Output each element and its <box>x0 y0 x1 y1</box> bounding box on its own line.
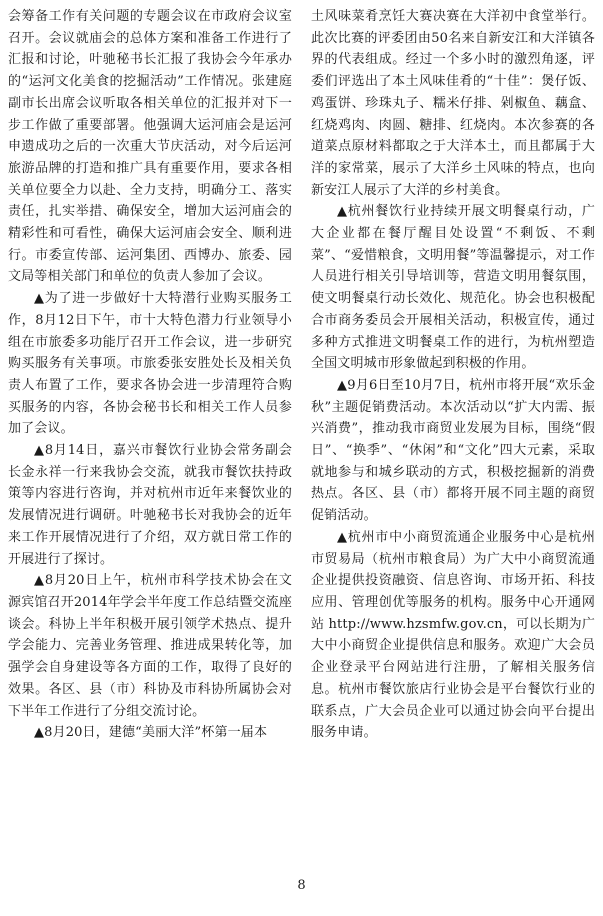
paragraph: 会筹备工作有关问题的专题会议在市政府会议室召开。会议就庙会的总体方案和准备工作进行了汇报和讨论，叶驰秘书长汇报了我协会今年承办的“运河文化美食的挖掘活动”工作情况。张建庭副市长出席会议听取各相关单位的汇报并对下一步工作做了重要部署。他强调大运河庙会是运河申遗成功之后的一次重大节庆活动，对今后运河旅游品牌的打造和推广具有重要作用，要求各相关单位要全力以赴、全力支持，明确分工、落实责任，扎实举措、确保安全，增加大运河庙会的精彩性和可看性，确保大运河庙会安全、顺利进行。市委宣传部、运河集团、西博办、旅委、园文局等相关部门和单位的负责人参加了会议。 <box>8 9 292 285</box>
left-column <box>8 6 292 744</box>
paragraph: ▲9月6日至10月7日，杭州市将开展“欢乐金秋”主题促销费活动。本次活动以“扩大内需、振兴消费”，推动我市商贸业发展为目标，围绕“假日”、“换季”、“休闲”和“文化”四大元素，采取就地参与和城乡联动的方式，积极挖掘新的消费热点。各区、县（市）都将开展不同主题的商贸促销活动。 <box>311 377 595 524</box>
paragraph: ▲杭州市中小商贸流通企业服务中心是杭州市贸易局（杭州市粮食局）为广大中小商贸流通企业提供投资融资、信息咨询、市场开拓、科技应用、管理创优等服务的机构。服务中心开通网站 http://www.hzsmfw.gov.cn，可以长期为广大中小商贸企业提供信息和服务。欢迎广大会员企业登录平台网站进行注册，了解相关服务信息。杭州市餐饮旅店行业协会是平台餐饮行业的联系点，广大会员企业可以通过协会向平台提出服务申请。 <box>311 529 595 741</box>
paragraph: ▲为了进一步做好十大特潜行业购买服务工作，8月12日下午，市十大特色潜力行业领导小组在市旅委多功能厅召开工作会议，进一步研究购买服务有关事项。市旅委张安胜处长及相关负责人布置了工作，要求各协会进一步清理符合购买服务的内容，各协会秘书长和相关工作人员参加了会议。 <box>8 291 292 437</box>
paragraph: ▲8月14日，嘉兴市餐饮行业协会常务副会长金永祥一行来我协会交流，就我市餐饮扶持政策等内容进行咨询，并对杭州市近年来餐饮业的发展情况进行调研。叶驰秘书长对我协会的近年来工作开展情况进行了介绍，双方就日常工作的开展进行了探讨。 <box>8 443 292 567</box>
paragraph: ▲8月20日，建德“美丽大洋”杯第一届本 <box>34 725 268 741</box>
page-number: 8 <box>297 878 306 893</box>
right-column <box>311 6 595 744</box>
paragraph: 土风味菜肴烹饪大赛决赛在大洋初中食堂举行。此次比赛的评委团由50名来自新安江和大洋镇各界的代表组成。经过一个多小时的激烈角逐，评委们评选出了本土风味佳肴的“十佳”：煲仔饭、鸡蛋饼、珍珠丸子、糯米仔排、剁椒鱼、藕盒、红烧鸡肉、肉圆、糖排、红烧肉。本次参赛的各道菜点原材料都取之于大洋本土，而且都属于大洋的家常菜，展示了大洋乡土风味的特点，也向新安江人展示了大洋的乡村美食。 <box>311 9 595 198</box>
paragraph: ▲杭州餐饮行业持续开展文明餐桌行动，广大企业都在餐厅醒目处设置“不剩饭、不剩菜”、“爱惜粮食，文明用餐”等温馨提示，对工作人员进行相关引导培训等，营造文明用餐氛围，使文明餐桌行动长效化、规范化。协会也积极配合市商务委员会开展相关活动，积极宣传，通过多种方式推进文明餐桌工作的进行，为杭州塑造全国文明城市形象做起到积极的作用。 <box>311 204 595 372</box>
paragraph: ▲8月20日上午，杭州市科学技术协会在文源宾馆召开2014年学会半年度工作总结暨交流座谈会。科协上半年积极开展引领学术热点、提升学会能力、完善业务管理、推进成果转化等，加强学会自身建设等各方面的工作，取得了良好的效果。各区、县（市）科协及市科协所属协会对下半年工作进行了分组交流讨论。 <box>8 573 292 719</box>
